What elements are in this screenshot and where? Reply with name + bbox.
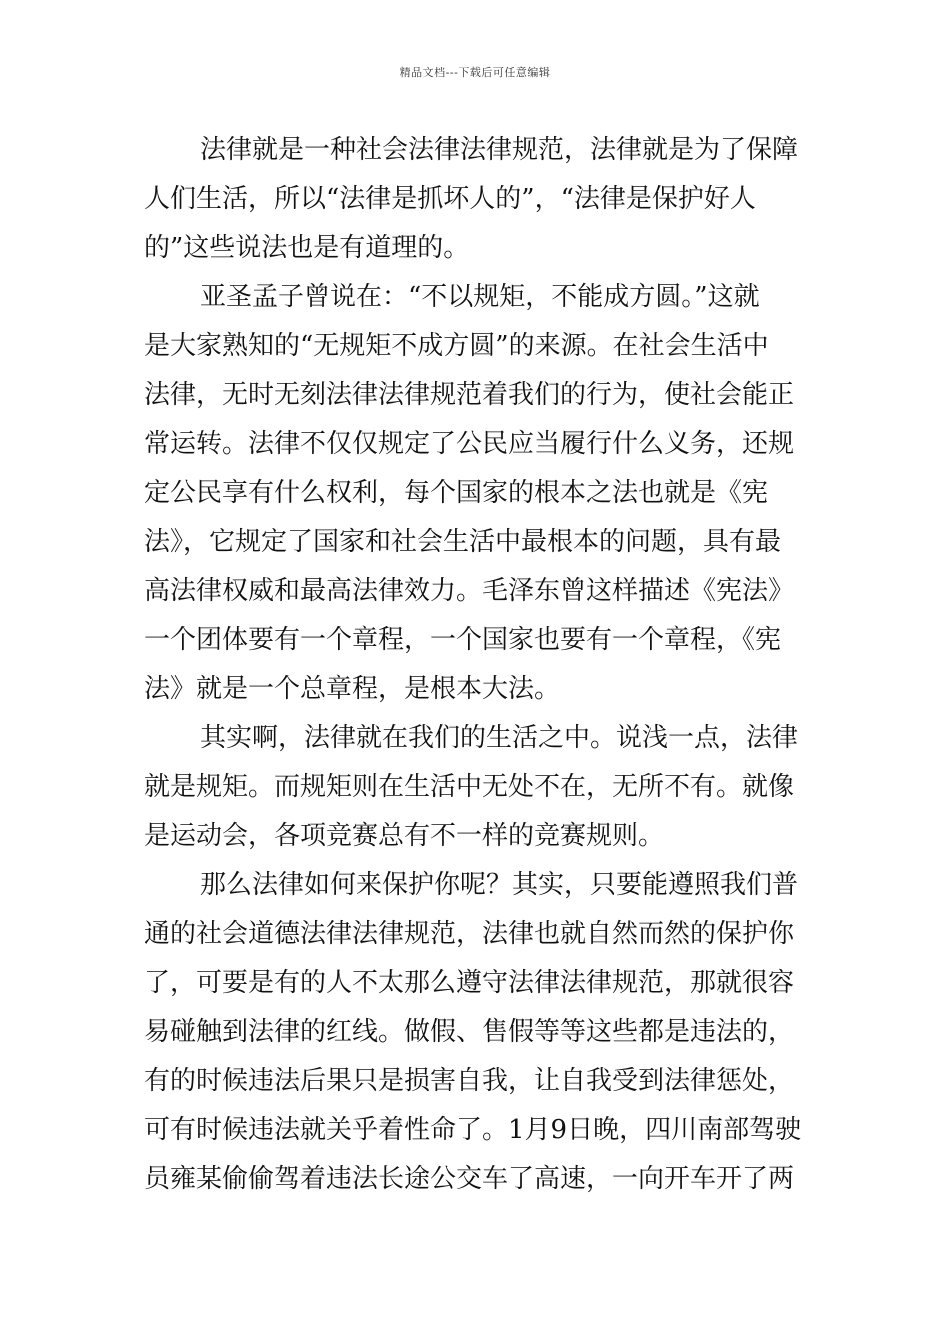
text-line: 法律就是一种社会法律法律规范，法律就是为了保障 [200,135,799,165]
text-line: 定公民享有什么权利，每个国家的根本之法也就是《宪 [144,478,769,508]
text-line: 了，可要是有的人不太那么遵守法律法律规范，那就很容 [144,968,795,998]
document-body [144,126,806,1204]
text-line: 法》就是一个总章程，是根本大法。 [144,674,561,704]
text-line: 是运动会，各项竞赛总有不一样的竞赛规则。 [144,821,665,851]
text-line: 常运转。法律不仅仅规定了公民应当履行什么义务，还规 [144,429,795,459]
text-line: 一个团体要有一个章程，一个国家也要有一个章程，《宪 [144,625,782,655]
text-line: 亚圣孟子曾说在：“不以规矩，不能成方圆。”这就 [200,282,760,312]
text-line: 通的社会道德法律法律规范，法律也就自然而然的保护你 [144,919,795,949]
page-header: 精品文档---下载后可任意编辑 [399,66,551,79]
text-line: 是大家熟知的“无规矩不成方圆”的来源。在社会生活中 [144,331,769,361]
text-line: 可有时候违法就关乎着性命了。1月9日晚，四川南部驾驶 [144,1115,802,1145]
text-line: 法》，它规定了国家和社会生活中最根本的问题，具有最 [144,527,782,557]
text-line: 就是规矩。而规矩则在生活中无处不在，无所不有。就像 [144,772,795,802]
text-line: 其实啊，法律就在我们的生活之中。说浅一点，法律 [200,723,799,753]
text-line: 易碰触到法律的红线。做假、售假等等这些都是违法的， [144,1017,795,1047]
text-line: 法律，无时无刻法律法律规范着我们的行为，使社会能正 [144,380,795,410]
text-line: 人们生活，所以“法律是抓坏人的”，“法律是保护好人 [144,184,756,214]
text-line: 有的时候违法后果只是损害自我，让自我受到法律惩处， [144,1066,795,1096]
text-line: 高法律权威和最高法律效力。毛泽东曾这样描述《宪法》 [144,576,795,606]
text-line: 的”这些说法也是有道理的。 [144,233,470,263]
text-line: 员雍某偷偷驾着违法长途公交车了高速，一向开车开了两 [144,1164,795,1194]
text-line: 那么法律如何来保护你呢？其实，只要能遵照我们普 [200,870,799,900]
